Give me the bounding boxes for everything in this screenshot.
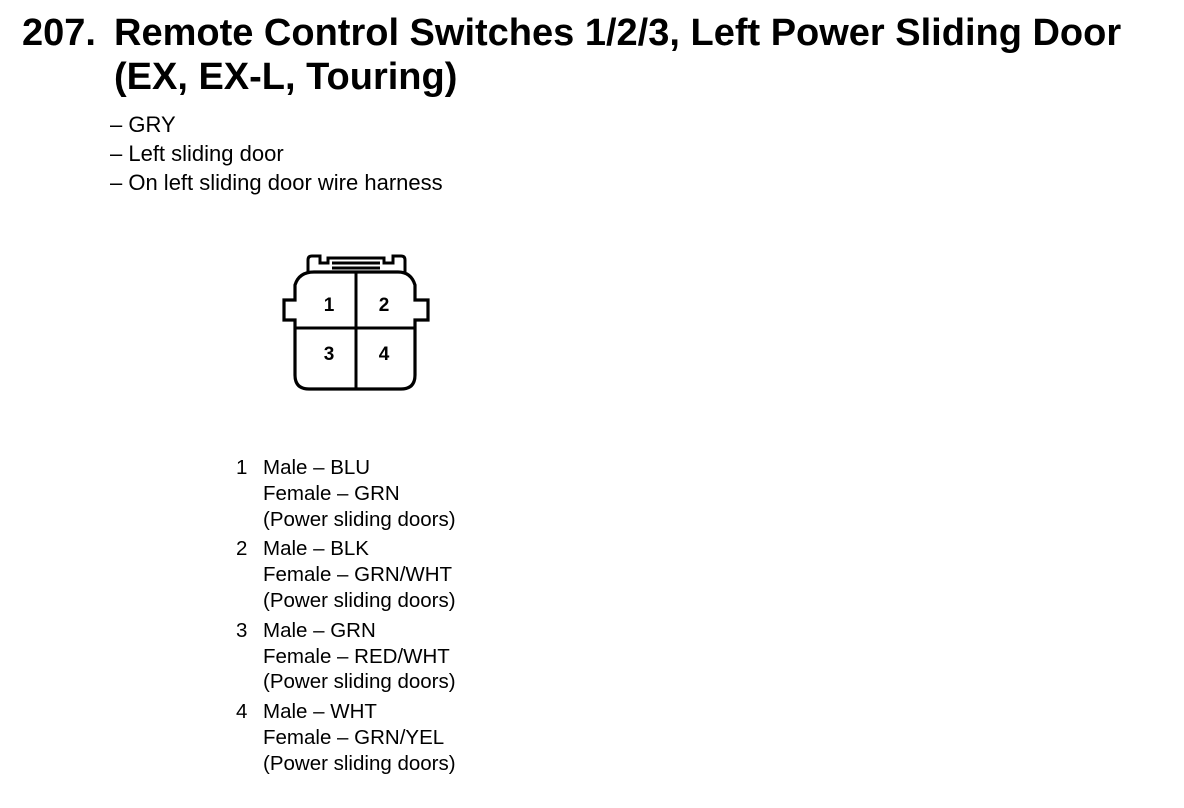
cavity-number: 1 <box>323 295 335 316</box>
pin-note: (Power sliding doors) <box>263 507 456 531</box>
pin-number: 3 <box>236 618 248 642</box>
pin-female-wire: Female – GRN/WHT <box>263 563 453 587</box>
section-title <box>114 11 1121 99</box>
pin-note: (Power sliding doors) <box>263 751 456 775</box>
pin-female-wire: Female – GRN/YEL <box>263 725 445 749</box>
pin-note: (Power sliding doors) <box>263 670 456 694</box>
pin-entry <box>236 455 456 532</box>
pin-entry <box>236 618 456 695</box>
connector-details <box>110 110 443 197</box>
cavity-number: 4 <box>378 344 390 365</box>
pin-number: 1 <box>236 456 248 479</box>
pin-male-wire: Male – BLK <box>263 537 369 561</box>
cavity-number: 2 <box>378 295 390 316</box>
connector-diagram <box>280 250 440 400</box>
pin-female-wire: Female – RED/WHT <box>263 644 450 668</box>
connector-location: – Left sliding door <box>110 141 284 166</box>
pin-list <box>236 455 456 781</box>
section-title-line-2: (EX, EX-L, Touring) <box>114 56 458 98</box>
pin-number: 2 <box>236 537 248 561</box>
connector-harness: – On left sliding door wire harness <box>110 170 443 195</box>
cavity-number: 3 <box>323 344 335 365</box>
pin-entry <box>236 536 456 613</box>
pin-male-wire: Male – GRN <box>263 618 376 642</box>
pin-note: (Power sliding doors) <box>263 588 456 612</box>
pin-male-wire: Male – WHT <box>263 700 377 724</box>
pin-entry <box>236 699 456 776</box>
pin-male-wire: Male – BLU <box>263 456 371 479</box>
pin-number: 4 <box>236 700 248 724</box>
section-title-line-1: Remote Control Switches 1/2/3, Left Power Sliding Door <box>114 12 1122 54</box>
section-number: 207. <box>22 12 96 54</box>
connector-color: – GRY <box>110 112 176 137</box>
pin-female-wire: Female – GRN <box>263 481 400 505</box>
